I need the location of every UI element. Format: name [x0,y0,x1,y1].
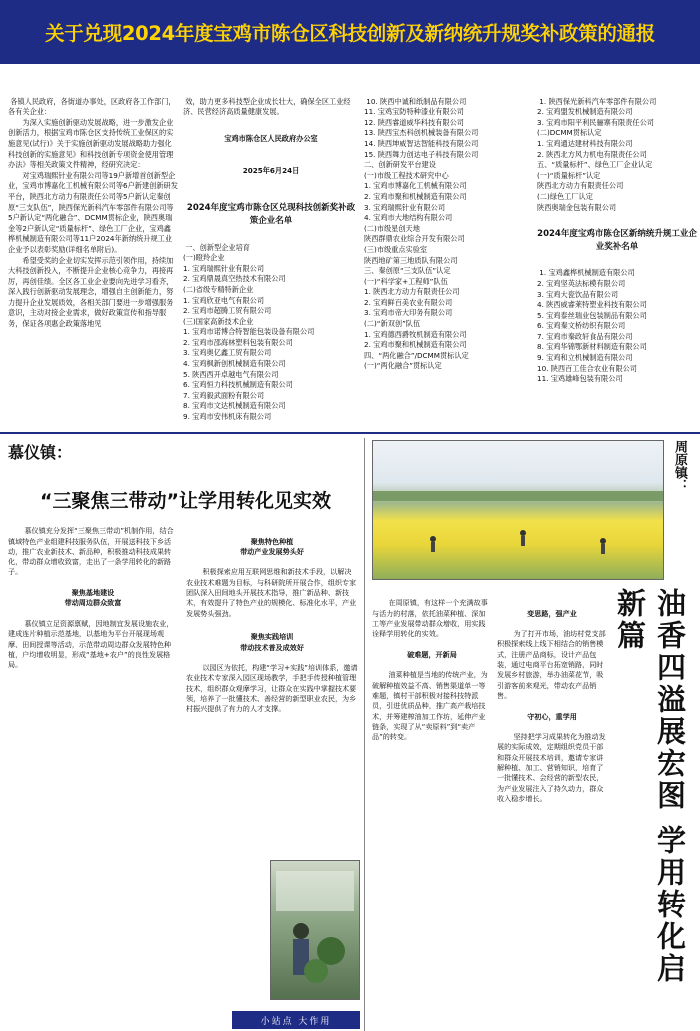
notice-column-3 [364,86,531,426]
right-s2-title: 变思路，强产业 [527,608,577,618]
headline-banner [0,0,700,64]
right-col-2 [497,588,607,1008]
left-s3-title: 聚焦实践培训 带动技术普及成效好 [240,632,304,652]
right-col-1 [372,588,492,1008]
rapeseed-field-image [373,441,663,579]
greenhouse-photo-image [271,861,359,999]
right-intro: 在周原镇，有这样一个充满故事与活力的村落，依托油菜种植、深加工等产业发展带动群众增收，用实践诠释学用转化的实效。 [372,598,488,639]
list2: 1. 宝鸡鑫桦机械制造有限公司 2. 宝鸡坚英法标模有限公司 3. 宝鸡大瓷饮品有限公司 4. 陕西威睿莱特塑业科技有限公司 5. 宝鸡泰丝瑞业包装制品有限公司 6. 宝鸡秦文桥纺织有限公司 7. 宝鸡市秦政轩食品有限公司 8. 宝鸡华锦鄂新材料制造有限公司 9. 宝鸡和立机械制造有限公司 10. 陕西百工佳合农业有限公司 11. 宝鸡雄峰包装有限公司 [537,268,647,384]
left-s1-title: 聚焦基地建设 带动周边群众致富 [64,588,122,608]
left-intro: 慕仪镇充分发挥“三聚焦三带动”机制作用，结合镇域特色产业组建科技服务队伍，开展送科技下乡活动，推广农业新技术、新品种，积极推动科技成果转化，带动群众增收致富，走出了一条学用转化的新路子。 [8,526,174,577]
headline: 关于兑现2024年度宝鸡市陈仓区科技创新及新纳统升规奖补政策的通报 [45,22,655,45]
list1-part3: 1. 陕西保光新科汽车零部件有限公司 2. 宝鸡盟发机械制造有限公司 3. 宝鸡市阳平利民骊寨有限责任公司 (二)DCMM贯标认定 1. 宝鸡通达建材科技有限公司 2. 陕西北方风力机电有限责任公司 五、“质量标杆”、绿色工厂企业认定 (一)“质量标杆”认定 陕西北方动力有限责任公司 (二)绿色工厂认定 陕西奥瑞金包装有限公司 [537,96,657,212]
left-col-1 [8,516,178,1006]
right-s3: 坚持把学习成果转化为推动发展的实际成效，定期组织党员干部和群众开展技术培训，邀请专家讲解种植、加工、营销知识，培育了一批懂技术、会经营的新型农民，为产业发展注入了持久动力，群众收入稳步增长。 [497,732,606,803]
right-s1: 油菜种植是当地的传统产业，为破解种植效益不高、销售渠道单一等难题，镇村干部积极对接科技特派员，引进优质品种，推广高产栽培技术，并筹建榨油加工作坊，延伸产业链条，实现了从“卖原料”到“卖产品”的转变。 [372,670,488,742]
left-town: 慕仪镇： [8,443,73,462]
section-divider [0,432,700,434]
rapeseed-field-photo [372,440,664,580]
footer-tag: 小站点 大作用 [232,1011,360,1029]
greenhouse-photo [270,860,360,1000]
left-title: “三聚焦三带动”让学用转化见实效 [40,490,331,512]
right-title: 油香四溢展宏图 学用转化启新篇 [613,588,687,986]
notice-column-2 [183,86,359,426]
notice-column-4 [537,86,697,426]
notice-column-1 [8,86,178,426]
left-s1: 慕仪镇立足资源禀赋，因地制宜发展设施农业，建成连片种植示范基地，以基地为平台开展现场观摩、田间授课等活动，示范带动周边群众发展特色种植，户均增收明显，形成“基地+农户”的良性发展格局。 [8,618,174,670]
right-s2: 为了打开市场，油坊村党支部积极探索线上线下相结合的销售模式，注册产品商标，设计产品包装，通过电商平台拓宽销路，同时发展乡村旅游，举办油菜花节，吸引游客前来观光，带动农产品销售。 [497,629,606,700]
left-s3: 以园区为依托，构建“学习+实践”培训体系，邀请农业技术专家深入园区现场教学，手把手传授种植管理技术，组织群众观摩学习，让群众在实践中掌握技术要领，培养了一批懂技术、善经营的新型职业农民，为乡村振兴提供了有力的人才支撑。 [186,663,358,714]
sign-date: 2025年6月24日 [242,166,300,176]
notice-closing: 效，助力更多科技型企业成长壮大，确保全区工业经济、民营经济高质量健康发展。 [183,96,351,117]
list1-part2: 10. 陕西中诚和纸制品有限公司 11. 宝鸡宝防特种漆业有限公司 12. 陕西睿道威华科技有限公司 13. 陕西宝杰科创机械装备有限公司 14. 陕西坤威智达智能科技有限公司 15. 陕西舞力创达电子科技有限公司 二、创新研发平台建设 (一)市级工程技术研究中心 1. 宝鸡市博嘉化工机械有限公司 2. 宝鸡市聚和机械制造有限公司 3. 宝鸡瑞熙针业有限公司 4. 宝鸡市大地结构有限公司 (二)市级星创天地 陕西群鼎农业综合开发有限公司 (三)市级重点实验室 陕西地矿第三地质队有限公司 三、秦创原“三支队伍”认定 (一)“科学家+工程师”队伍 1. 陕西北方动力有限责任公司 2. 宝鸡鲜百美农业有限公司 3. 宝鸡市帝大印务有限公司 (二)“新双创”队伍 1. 宝鸡德西爵牧机制造有限公司 2. 宝鸡市聚和机械制造有限公司 四、“两化融合”/DCMM贯标认定 (一)“两化融合”贯标认定 [364,96,479,371]
list1-part1: 一、创新型企业培育 (一)瞪羚企业 1. 宝鸡瑞熙针业有限公司 2. 宝鸡鼎晟真空热技术有限公司 (二)省级专精特新企业 1. 宝鸡欣亚电气有限公司 2. 宝鸡市超腾工贸有限公司 (三)国家高新技术企业 1. 宝鸡市诺博合特智能包装设备有限公司 2. 宝鸡市邵海林塑料包装有限公司 3. 宝鸡奥亿鑫工贸有限公司 4. 宝鸡枫新创机械制造有限公司 5. 陕西西开卓越电气有限公司 6. 宝鸡恒力科技机械制造有限公司 7. 宝鸡毅武面粉有限公司 8. 宝鸡市文达机械制造有限公司 9. 宝鸡市安伟机床有限公司 [183,242,315,422]
column-divider [364,438,365,1031]
signature: 宝鸡市陈仓区人民政府办公室 [224,134,318,144]
left-s2: 积极探索应用互联网思维和新技术手段，以解决农业技术难题为目标，与科研院所开展合作，组织专家团队深入田间地头开展技术指导，推广新品种、新技术，有效提升了特色产业的规模化、标准化水平，产业发展势头强劲。 [186,567,357,618]
list2-title: 2024年度宝鸡市陈仓区新纳统升规工业企业奖补名单 [537,228,697,252]
left-s2-title: 聚焦特色种植 带动产业发展势头好 [240,536,304,556]
list1-title: 2024年度宝鸡市陈仓区兑现科技创新奖补政策企业名单 [186,202,356,226]
right-s1-title: 破难题，开新局 [407,649,457,659]
right-s3-title: 守初心，重学用 [527,711,577,721]
notice-body: 各镇人民政府，各街道办事处，区政府各工作部门，各有关企业： 为深入实施创新驱动发展战略，进一步激发企业创新活力，根据宝鸡市陈仓区支持传统工业保区的实施意见(试行)》关于实施创新驱动发展战略助力强化科技创新的实施意见》和科技创新专项资金使用管理办法》等相关政策文件精神，经研究决定： 对宝鸡瑞熙针业有限公司等19户新增首创新型企业，宝鸡市博嘉化工机械有限公司等6户新建创新研发平台，陕西北方动力有限责任公司等5户新认定秦创原“三支队伍”，陕西保光新科汽车零部件有限公司等5户新认定“两化融合”、DCMM贯标企业，陕西奥瑞金等2户新认定“质量标杆”、绿色工厂企业，宝鸡鑫桦机械制造有限公司等11户2024年新纳统升规工业企业予以表彰奖励(详细名单附后)。 希望受奖的企业切实发挥示范引领作用，持续加大科技创新投入，不断提升企业核心竞争力，再接再厉，再创佳绩。全区各工业企业要向先进学习看齐，深入践行创新驱动发展理念，增强自主创新能力，努力提升企业发展质效，各相关部门要进一步增强服务意识，主动对接企业需求，做好政策宣传和指导服务，保证各项惠企政策落地见 [8,96,178,329]
right-town: 周原镇： [672,440,687,492]
